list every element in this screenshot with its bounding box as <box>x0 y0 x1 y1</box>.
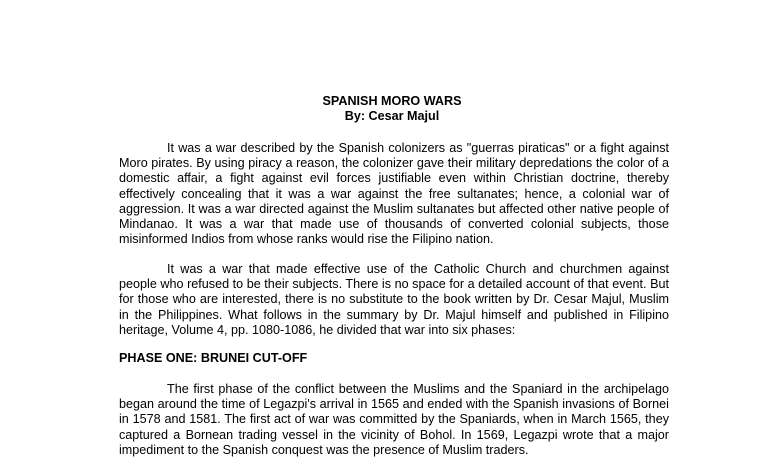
section-paragraph: The first phase of the conflict between the Muslims and the Spaniard in the archipelago began around the time of Legazpi's arrival in 1565 and ended with the Spanish invasions of Bornei in 1578 and 1581. The first act of war was committed by the Spaniards, when in March 1565, they captured a Bornean trading vessel in the vicinity of Bohol. In 1569, Legazpi wrote that a major impediment to the Spanish conquest was the presence of Muslim traders. <box>119 382 669 457</box>
title-block <box>0 94 784 124</box>
section-heading: PHASE ONE: BRUNEI CUT-OFF <box>119 351 308 365</box>
document-title: SPANISH MORO WARS <box>322 94 462 108</box>
body-paragraph-2: It was a war that made effective use of the Catholic Church and churchmen against people who refused to be their subjects. There is no space for a detailed account of that event. But for those who are interested, there is no substitute to the book written by Dr. Cesar Majul, Muslim in the Philippines. What follows in the summary by Dr. Majul himself and published in Filipino heritage, Volume 4, pp. 1080-1086, he divided that war into six phases: <box>119 262 669 337</box>
document-byline: By: Cesar Majul <box>344 109 440 123</box>
body-paragraph-1: It was a war described by the Spanish colonizers as "guerras piraticas" or a fight against Moro pirates. By using piracy a reason, the colonizer gave their military depredations the color of a domestic affair, a fight against evil forces justifiable even within Christian doctrine, thereby effectively concealing that it was a war against the free sultanates; hence, a colonial war of aggression. It was a war directed against the Muslim sultanates but affected other native people of Mindanao. It was a war that made use of thousands of converted colonial subjects, those misinformed Indios from whose ranks would rise the Filipino nation. <box>119 141 669 247</box>
